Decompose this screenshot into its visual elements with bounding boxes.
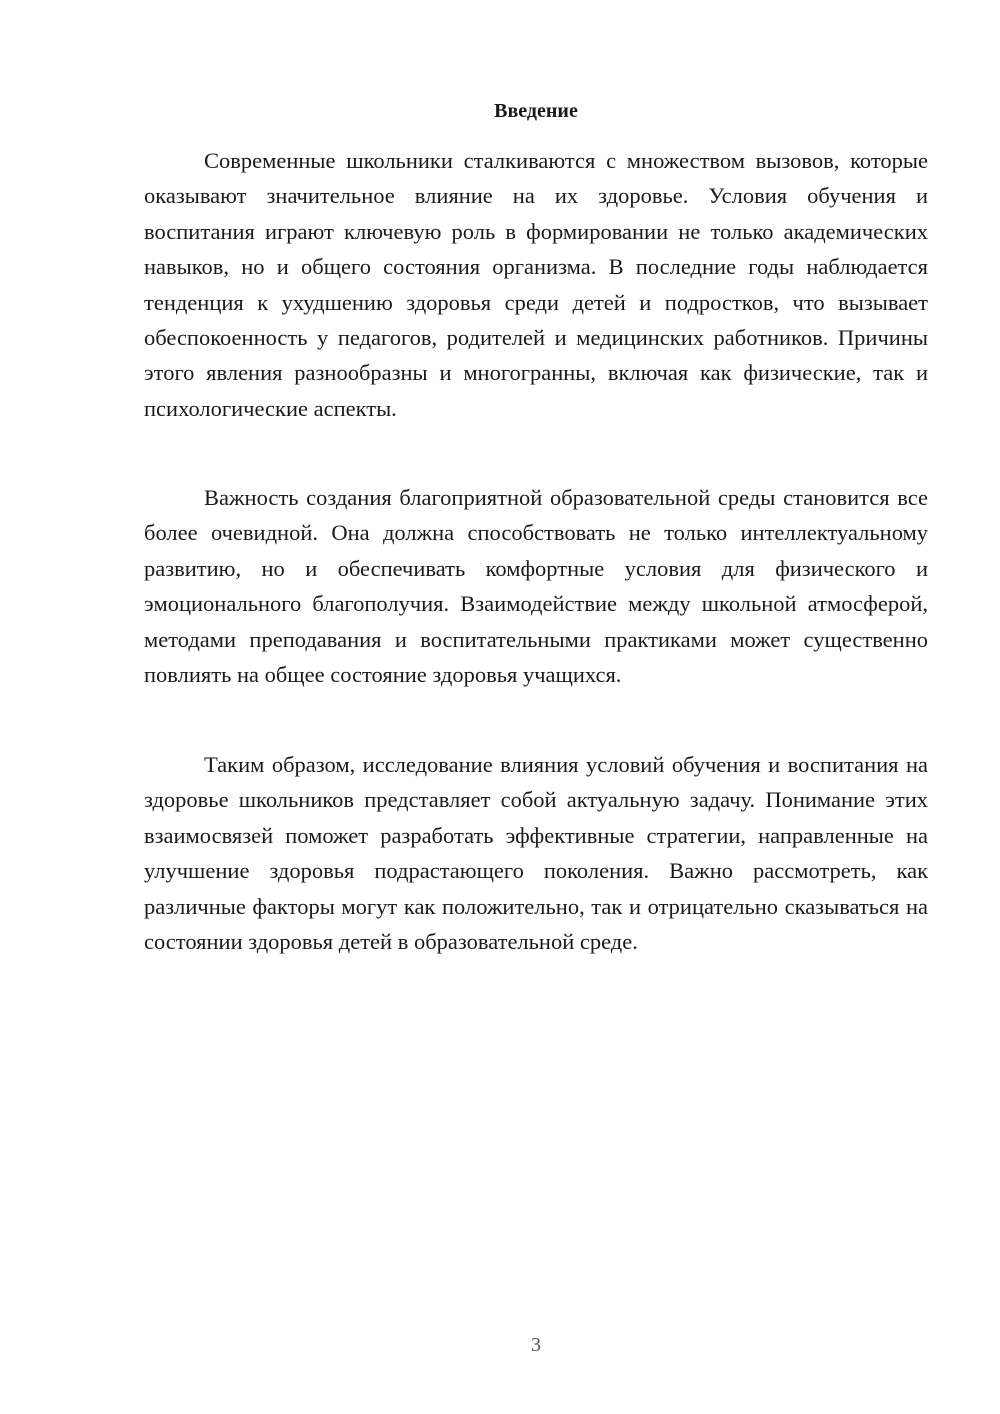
- paragraph: Таким образом, исследование влияния условий обучения и воспитания на здоровье школьников представляет собой актуальную задачу. Понимание этих взаимосвязей поможет разработать эффективные стратегии, направленные на улучшение здоровья подрастающего поколения. Важно рассмотреть, как различные факторы могут как положительно, так и отрицательно сказываться на состоянии здоровья детей в образовательной среде.: [144, 752, 928, 955]
- paragraph: Современные школьники сталкиваются с множеством вызовов, которые оказывают значительное влияние на их здоровье. Условия обучения и воспитания играют ключевую роль в формировании не только академических навыков, но и общего состояния организма. В последние годы наблюдается тенденция к ухудшению здоровья среди детей и подростков, что вызывает обеспокоенность у педагогов, родителей и медицинских работников. Причины этого явления разнообразны и многогранны, включая как физические, так и психологические аспекты.: [144, 148, 928, 421]
- paragraph-1-block: [144, 143, 928, 426]
- paragraph-2-block: [144, 480, 928, 692]
- page-number: 3: [531, 1334, 541, 1356]
- section-heading: Введение: [494, 100, 578, 122]
- paragraph: Важность создания благоприятной образовательной среды становится все более очевидной. Она должна способствовать не только интеллектуальному развитию, но и обеспечивать комфортные условия для физического и эмоционального благополучия. Взаимодействие между школьной атмосферой, методами преподавания и воспитательными практиками может существенно повлиять на общее состояние здоровья учащихся.: [144, 485, 928, 688]
- paragraph-3-block: [144, 747, 928, 959]
